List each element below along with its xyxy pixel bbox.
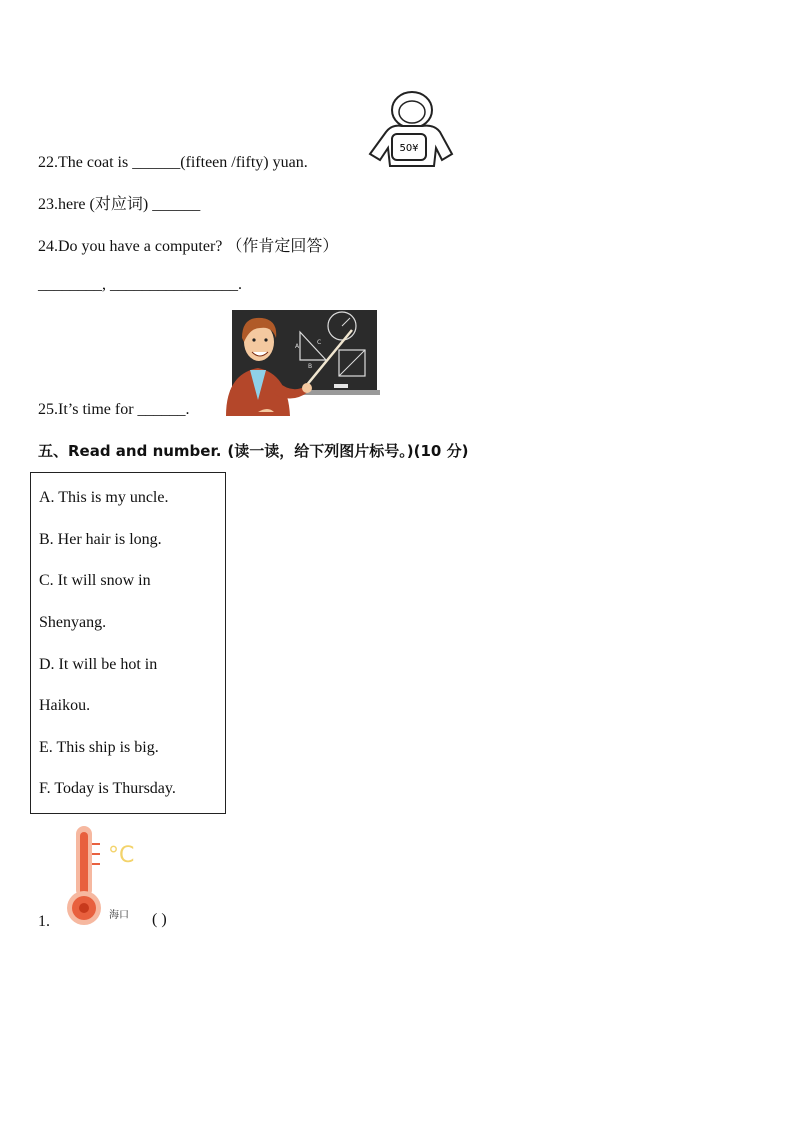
option-a: A. This is my uncle. xyxy=(39,489,169,506)
option-d: D. It will be hot in xyxy=(39,656,158,673)
answer-paren-1[interactable]: ( ) xyxy=(152,911,167,928)
option-c: C. It will snow in xyxy=(39,572,151,589)
thermometer-icon xyxy=(62,822,142,930)
picture-number-1: 1. xyxy=(38,913,50,930)
city-label: 海口 xyxy=(109,910,129,921)
section-instruction: (读一读，给下列图片标号。)(10 分) xyxy=(227,442,469,460)
question-25 xyxy=(38,401,190,419)
svg-text:A: A xyxy=(295,343,300,350)
option-d-cont: Haikou. xyxy=(39,697,91,714)
answer-line-24: ________, ________________. xyxy=(38,276,242,293)
question-text: here (对应词) ______ xyxy=(58,196,201,213)
coat-illustration xyxy=(362,88,458,172)
svg-text:C: C xyxy=(317,339,322,346)
question-number: 22. xyxy=(38,154,58,171)
option-c-cont: Shenyang. xyxy=(39,614,107,631)
question-number: 25. xyxy=(38,401,58,418)
question-number: 24. xyxy=(38,238,58,255)
question-number: 23. xyxy=(38,196,58,213)
question-text: Do you have a computer? （作肯定回答） xyxy=(58,238,339,255)
options-box xyxy=(30,472,226,814)
section-title: 五、Read and number. xyxy=(38,442,222,460)
svg-text:B: B xyxy=(308,363,313,370)
option-b: B. Her hair is long. xyxy=(39,531,162,548)
option-f: F. Today is Thursday. xyxy=(39,780,176,797)
teacher-illustration xyxy=(222,308,380,418)
section-heading xyxy=(38,440,468,461)
question-text: It’s time for ______. xyxy=(58,401,190,418)
price-tag-text: 50¥ xyxy=(399,143,419,154)
question-22 xyxy=(38,154,308,172)
question-text: The coat is ______(fifteen /fifty) yuan. xyxy=(58,154,308,171)
question-23 xyxy=(38,191,200,214)
question-24 xyxy=(38,233,338,256)
celsius-icon: °C xyxy=(108,843,135,868)
option-e: E. This ship is big. xyxy=(39,739,159,756)
